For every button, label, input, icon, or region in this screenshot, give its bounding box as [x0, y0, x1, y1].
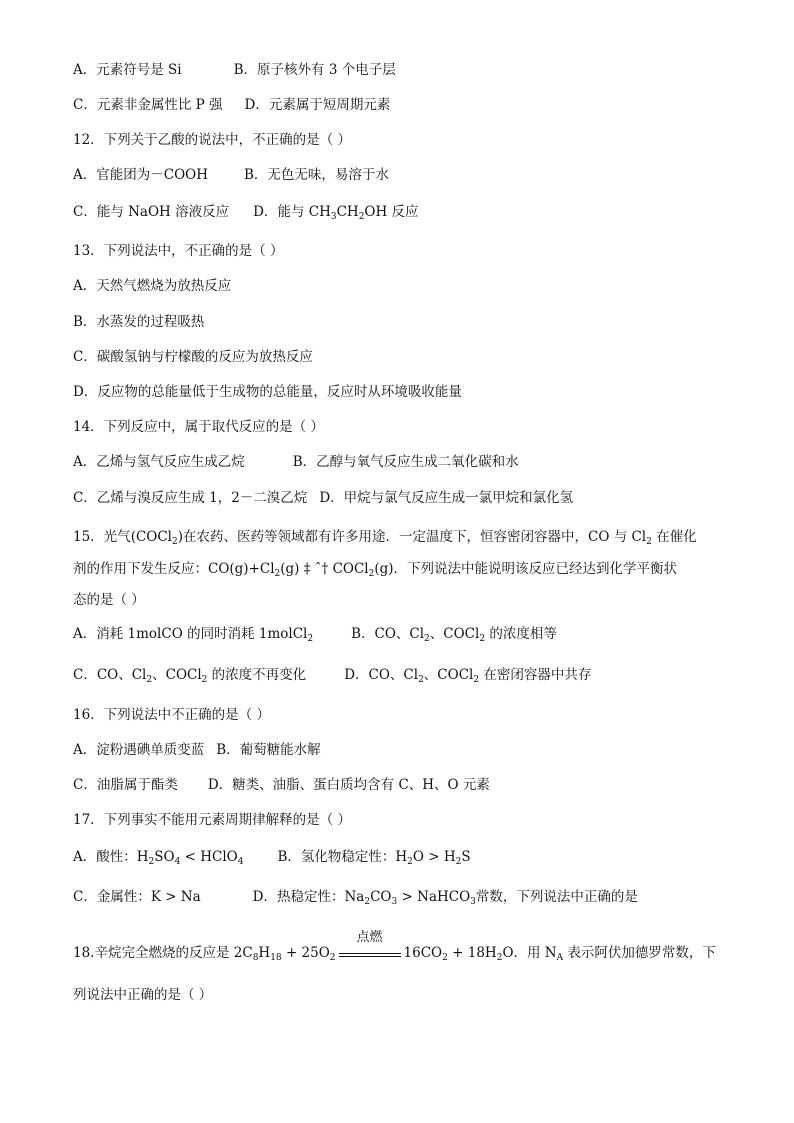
- question-15-line-1: 15．光气(COCl$_2$)在农药、医药等领域都有许多用途．一定温度下，恒容密闭容器中，CO 与 $Cl_2$ 在催化: [73, 529, 697, 547]
- option-a: A．消耗 1molCO 的同时消耗 1molCl$_2$: [73, 626, 314, 644]
- option-a: A．乙烯与氢气反应生成乙烷: [73, 454, 245, 470]
- option-b: B．原子核外有 3 个电子层: [233, 62, 396, 78]
- option-c: C．油脂属于酯类: [73, 777, 178, 793]
- option-a: A．元素符号是 Si: [73, 62, 182, 78]
- option-row: [73, 203, 419, 221]
- option-d: D．糖类、油脂、蛋白质均含有 C、H、O 元素: [207, 777, 490, 793]
- question-15-line-3: 态的是（ ）: [73, 592, 145, 608]
- option-b: B．水蒸发的过程吸热: [73, 314, 205, 330]
- option-row: [73, 776, 490, 794]
- option-d: D．能与 $CH_3CH_2OH$ 反应: [253, 204, 419, 222]
- option-row: [73, 666, 591, 684]
- option-a: A．淀粉遇碘单质变蓝: [73, 742, 205, 758]
- question-13: 13．下列说法中，不正确的是（ ）: [73, 243, 284, 259]
- option-row: [73, 166, 389, 184]
- question-17: 17．下列事实不能用元素周期律解释的是（ ）: [73, 812, 351, 828]
- option-a: A．酸性：$H_2SO_4$ < HClO$_4$: [73, 849, 244, 867]
- option-row: [73, 61, 396, 79]
- reaction-condition-label: 点燃: [356, 929, 383, 945]
- option-c: C．CO、$Cl_2$、COCl$_2$ 的浓度不再变化: [73, 667, 307, 685]
- option-c: C．乙烯与溴反应生成 1，2－二溴乙烷: [73, 490, 308, 506]
- option-d: D．热稳定性：$Na_2CO_3$ > NaHCO$_3$常数，下列说法中正确的是: [252, 889, 638, 907]
- option-b: B．氢化物稳定性：$H_2O > H_2S$: [277, 849, 471, 867]
- option-c: C．金属性：K > Na: [73, 889, 201, 905]
- option-row: [73, 888, 638, 906]
- option-d: D．CO、$Cl_2$、COCl$_2$ 在密闭容器中共存: [344, 667, 592, 685]
- question-18-line-1: 18.辛烷完全燃烧的反应是 $2C_8H_{18} + 25O_2$ 点燃 $16CO_2 + 18H_2O$．用 $N_A$ 表示阿伏加德罗常数，下: [73, 929, 716, 963]
- question-18-line-2: 列说法中正确的是（ ）: [73, 987, 213, 1003]
- question-12: 12．下列关于乙酸的说法中，不正确的是（ ）: [73, 132, 351, 148]
- option-row: [73, 489, 573, 507]
- reaction-condition-arrow: [339, 929, 401, 963]
- question-15-line-2: 剂的作用下发生反应：$CO(g)+Cl_2(g)$ ‡ ˆ† COCl$_2$(g)．下列说法中能说明该反应已经达到化学平衡状: [73, 561, 678, 579]
- question-14: 14．下列反应中，属于取代反应的是（ ）: [73, 419, 324, 435]
- option-row: [73, 625, 557, 643]
- option-c: C．元素非金属性比 P 强: [73, 97, 223, 113]
- option-b: B．葡萄糖能水解: [216, 742, 321, 758]
- option-a: A．天然气燃烧为放热反应: [73, 278, 232, 294]
- option-b: B．无色无味，易溶于水: [244, 167, 389, 183]
- option-row: [73, 848, 471, 866]
- option-row: [73, 453, 519, 471]
- question-16: 16．下列说法中不正确的是（ ）: [73, 707, 270, 723]
- option-c: C．碳酸氢钠与柠檬酸的反应为放热反应: [73, 349, 313, 365]
- option-d: D．元素属于短周期元素: [244, 97, 391, 113]
- option-c: C．能与 NaOH 溶液反应: [73, 204, 230, 220]
- option-b: B．CO、$Cl_2$、COCl$_2$ 的浓度相等: [351, 626, 557, 644]
- option-d: D．甲烷与氯气反应生成一氯甲烷和氯化氢: [319, 490, 574, 506]
- option-b: B．乙醇与氧气反应生成二氧化碳和水: [292, 454, 519, 470]
- option-a: A．官能团为－COOH: [73, 167, 208, 183]
- option-d: D．反应物的总能量低于生成物的总能量，反应时从环境吸收能量: [73, 384, 462, 400]
- option-row: [73, 741, 321, 759]
- option-row: [73, 96, 390, 114]
